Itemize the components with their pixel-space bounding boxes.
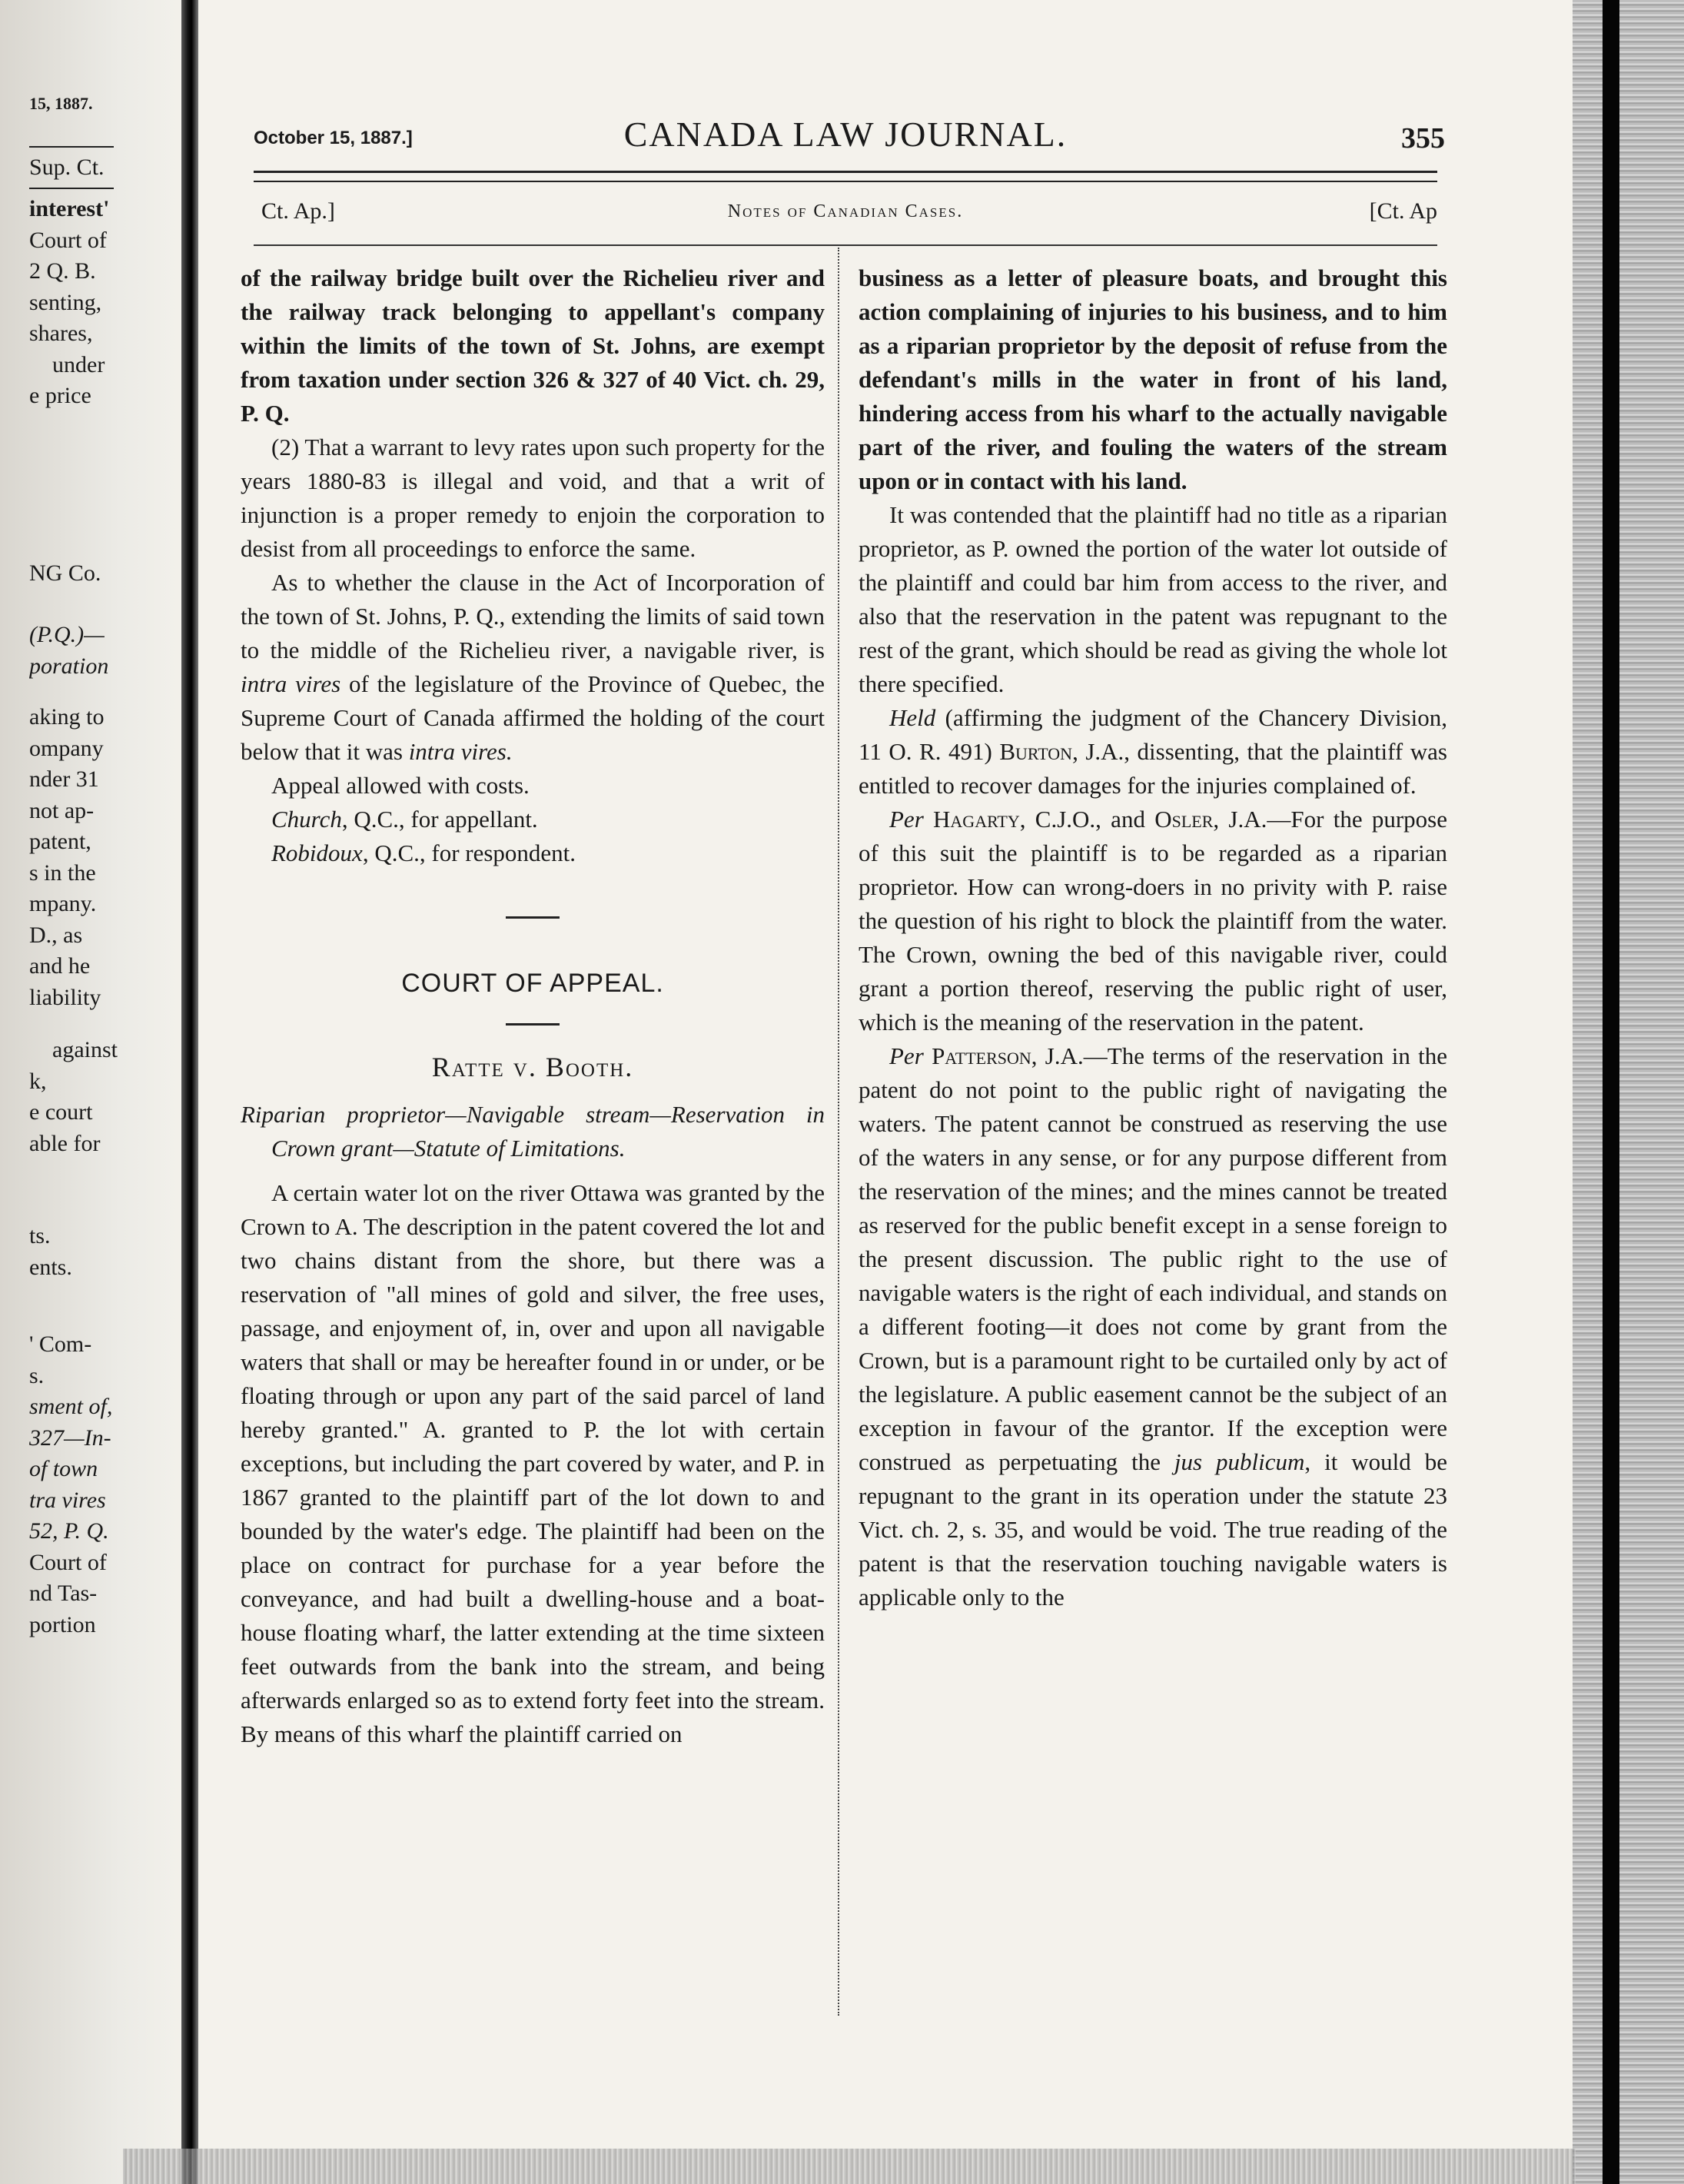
fragment-line: against [52,1037,118,1063]
section-rule [254,244,1437,246]
counsel-name: Church [271,806,342,833]
counsel-line [241,836,825,870]
text-run: of the legislature of the Province of Quebec, the Supreme Court of Canada affirmed the holding of the court below that it was [241,670,825,765]
issue-date: October 15, 1887.] [254,128,413,148]
counsel-role: , Q.C., for respondent. [362,839,576,866]
counsel-line [241,803,825,836]
judge-name: Burton [999,738,1073,765]
fragment-line: poration [29,653,109,679]
counsel-name: Robidoux [271,839,363,866]
counsel-role: , Q.C., for appellant. [341,806,538,833]
fragment-line: D., as [29,922,83,948]
text-run: (affirming the judgment of the Chancery Division, 11 O. R. 491) [859,704,1447,765]
text-run: , it would be repugnant to the grant in its operation under the statute 23 Vict. ch. 2, s. 35, and would be void. The true reading of the patent is that the reservation touching navigable waters is applicable only to the [859,1448,1447,1611]
fragment-line: 15, 1887. [29,94,93,113]
section-separator [506,1023,560,1026]
fragment-line: nder 31 [29,766,99,793]
page-number: 355 [1401,122,1445,155]
fragment-rule [29,188,114,189]
column-divider [838,248,839,2016]
paragraph: of the railway bridge built over the Richelieu river and the railway track belonging to appellant's company within the limits of the town of St. Johns, are exempt from taxation under section 326 & 327 of 40 Vict. ch. 29, P. Q. [241,264,825,427]
fragment-line: s in the [29,859,96,886]
fragment-line: s. [29,1362,45,1388]
text-run: , J.A., dissenting, that the plaintiff was entitled to recover damages for the injuries complained of. [859,738,1447,799]
fragment-line: liability [29,984,101,1010]
fragment-line: and he [29,953,91,979]
fragment-line: NG Co. [29,560,101,586]
fragment-line: e court [29,1099,93,1125]
fragment-line: ts. [29,1223,51,1249]
italic-phrase: intra vires. [408,738,513,765]
fragment-gap [29,412,175,558]
fragment-line: tra vires [29,1487,106,1513]
italic-phrase: jus publicum [1174,1448,1305,1475]
disposition: Appeal allowed with costs. [271,772,530,799]
held-label: Held [889,704,936,731]
fragment-line: Court of [29,227,107,253]
paragraph [859,1039,1447,1614]
fragment-rule [29,146,114,148]
previous-page-fragments [29,92,175,1640]
fragment-gap [29,682,175,702]
text-run: , C.J.O., and [1019,806,1155,833]
fragment-line: k, [29,1068,47,1094]
court-abbrev-left: Ct. Ap.] [261,198,335,224]
fragment-line: sment of, [29,1394,113,1420]
per-label: Per [889,1042,924,1069]
paragraph [859,701,1447,803]
fragment-line: interest' [29,196,110,222]
fragment-line: aking to [29,704,105,730]
fragment-line: (P.Q.)— [29,622,105,648]
left-column [241,261,825,1751]
fragment-line: ' Com- [29,1331,92,1358]
paragraph: business as a letter of pleasure boats, and brought this action complaining of injuries to his business, and to him as a riparian proprietor by the deposit of refuse from the defendant's mills in the water in front of his land, hindering access from his wharf to the actually navigable part of the river, and fouling the waters of the stream upon or in contact with his land. [859,264,1447,494]
paragraph [241,566,825,769]
fragment-line: ompany [29,735,104,761]
italic-phrase: intra vires [241,670,341,697]
binding-fold [181,0,198,2184]
header-double-rule [254,171,1437,182]
fragment-line: senting, [29,289,102,315]
section-title: Notes of Canadian Cases. [727,201,964,221]
fragment-line: ents. [29,1254,72,1280]
fragment-line: Sup. Ct. [29,154,105,180]
fragment-line: e price [29,383,91,409]
fragment-line: of town [29,1456,98,1482]
right-edge-noise [1573,0,1684,2184]
fragment-gap [29,1013,175,1035]
fragment-line: 2 Q. B. [29,258,96,284]
paragraph: A certain water lot on the river Ottawa was granted by the Crown to A. The description in the patent covered the lot and two chains distant from the shore, but there was a reservation of "all mines of gold and silver, the free uses, passage, and enjoyment of, in, over and upon all navigable waters that shall or may be hereafter found in or under, or be floating through or upon any part of the said parcel of land hereby granted." A. granted to P. the lot with certain exceptions, but including the part covered by water, and P. in 1867 granted to the plaintiff part of the lot down to and bounded by the water's edge. The plaintiff had been on the place on contract for purchase for a year before the conveyance, and had built a dwelling-house and a boat-house floating wharf, the latter extending at the time sixteen feet outwards from the bank into the stream, and being afterwards enlarged so as to extend forty feet into the stream. By means of this wharf the plaintiff carried on [241,1179,825,1747]
fragment-line: nd Tas- [29,1581,98,1607]
text-run: As to whether the clause in the Act of Incorporation of the town of St. Johns, P. Q., extending the limits of said town to the middle of the Richelieu river, a navigable river, is [241,569,825,663]
section-separator [506,916,560,919]
fragment-gap [29,1159,175,1221]
judge-name: Hagarty [933,806,1020,833]
court-heading: COURT OF APPEAL. [401,969,664,998]
right-edge-bar [1603,0,1619,2184]
fragment-line: under [52,351,105,377]
running-head [254,114,1445,160]
judge-name: Patterson [932,1042,1031,1069]
bottom-edge-strip [123,2149,1576,2184]
per-label: Per [889,806,934,833]
fragment-line: patent, [29,829,91,855]
text-run: , J.A.—For the purpose of this suit the plaintiff is to be regarded as a riparian proprietor. How can wrong-doers in no privity with P. raise the question of his right to block the plaintiff from the water. The Crown, owning the bed of this navigable river, could grant a portion thereof, reserving the public right of user, which is the meaning of the reservation in the patent. [859,806,1447,1035]
section-head [254,198,1437,229]
fragment-line: portion [29,1611,96,1637]
fragment-line: 327—In- [29,1424,111,1451]
judge-name: Osler [1154,806,1214,833]
case-title: Ratte v. Booth. [431,1052,634,1082]
fragment-line: Court of [29,1549,107,1575]
fragment-line: 52, P. Q. [29,1518,109,1544]
fragment-line: mpany. [29,891,97,917]
journal-title: CANADA LAW JOURNAL. [623,115,1068,154]
fragment-line: able for [29,1130,101,1156]
court-abbrev-right: [Ct. Ap [1369,198,1437,224]
fragment-line: shares, [29,321,93,347]
paragraph [859,803,1447,1039]
paragraph: (2) That a warrant to levy rates upon such property for the years 1880-83 is illegal and void, and that a writ of injunction is a proper remedy to enjoin the corporation to desist from all proceedings to enforce the same. [241,434,825,562]
text-run: , J.A.—The terms of the reservation in the patent do not point to the public right of navigating the waters. The patent cannot be construed as reserving the use of the waters in any sense, or for any purpose different from the reservation of the mines; and the mines cannot be treated as reserved for the public benefit except in a sense foreign to the present discussion. The public right to the use of navigable waters is the right of each individual, and stands on a different footing—it does not come by grant from the Crown, but is a paramount right to be curtailed only by act of the legislature. A public easement cannot be the subject of an exception in favour of the grantor. If the exception were construed as perpetuating the [859,1042,1447,1475]
fragment-gap [29,589,175,620]
fragment-gap [29,1283,175,1329]
right-column [859,261,1447,1614]
fragment-line: not ap- [29,797,95,823]
headnote: Riparian proprietor—Navigable stream—Reservation in Crown grant—Statute of Limitations. [241,1101,825,1162]
paragraph: It was contended that the plaintiff had no title as a riparian proprietor, as P. owned the portion of the water lot outside of the plaintiff and could bar him from access to the river, and also that the reservation in the patent was repugnant to the rest of the grant, which should be read as giving the whole lot there specified. [859,501,1447,697]
